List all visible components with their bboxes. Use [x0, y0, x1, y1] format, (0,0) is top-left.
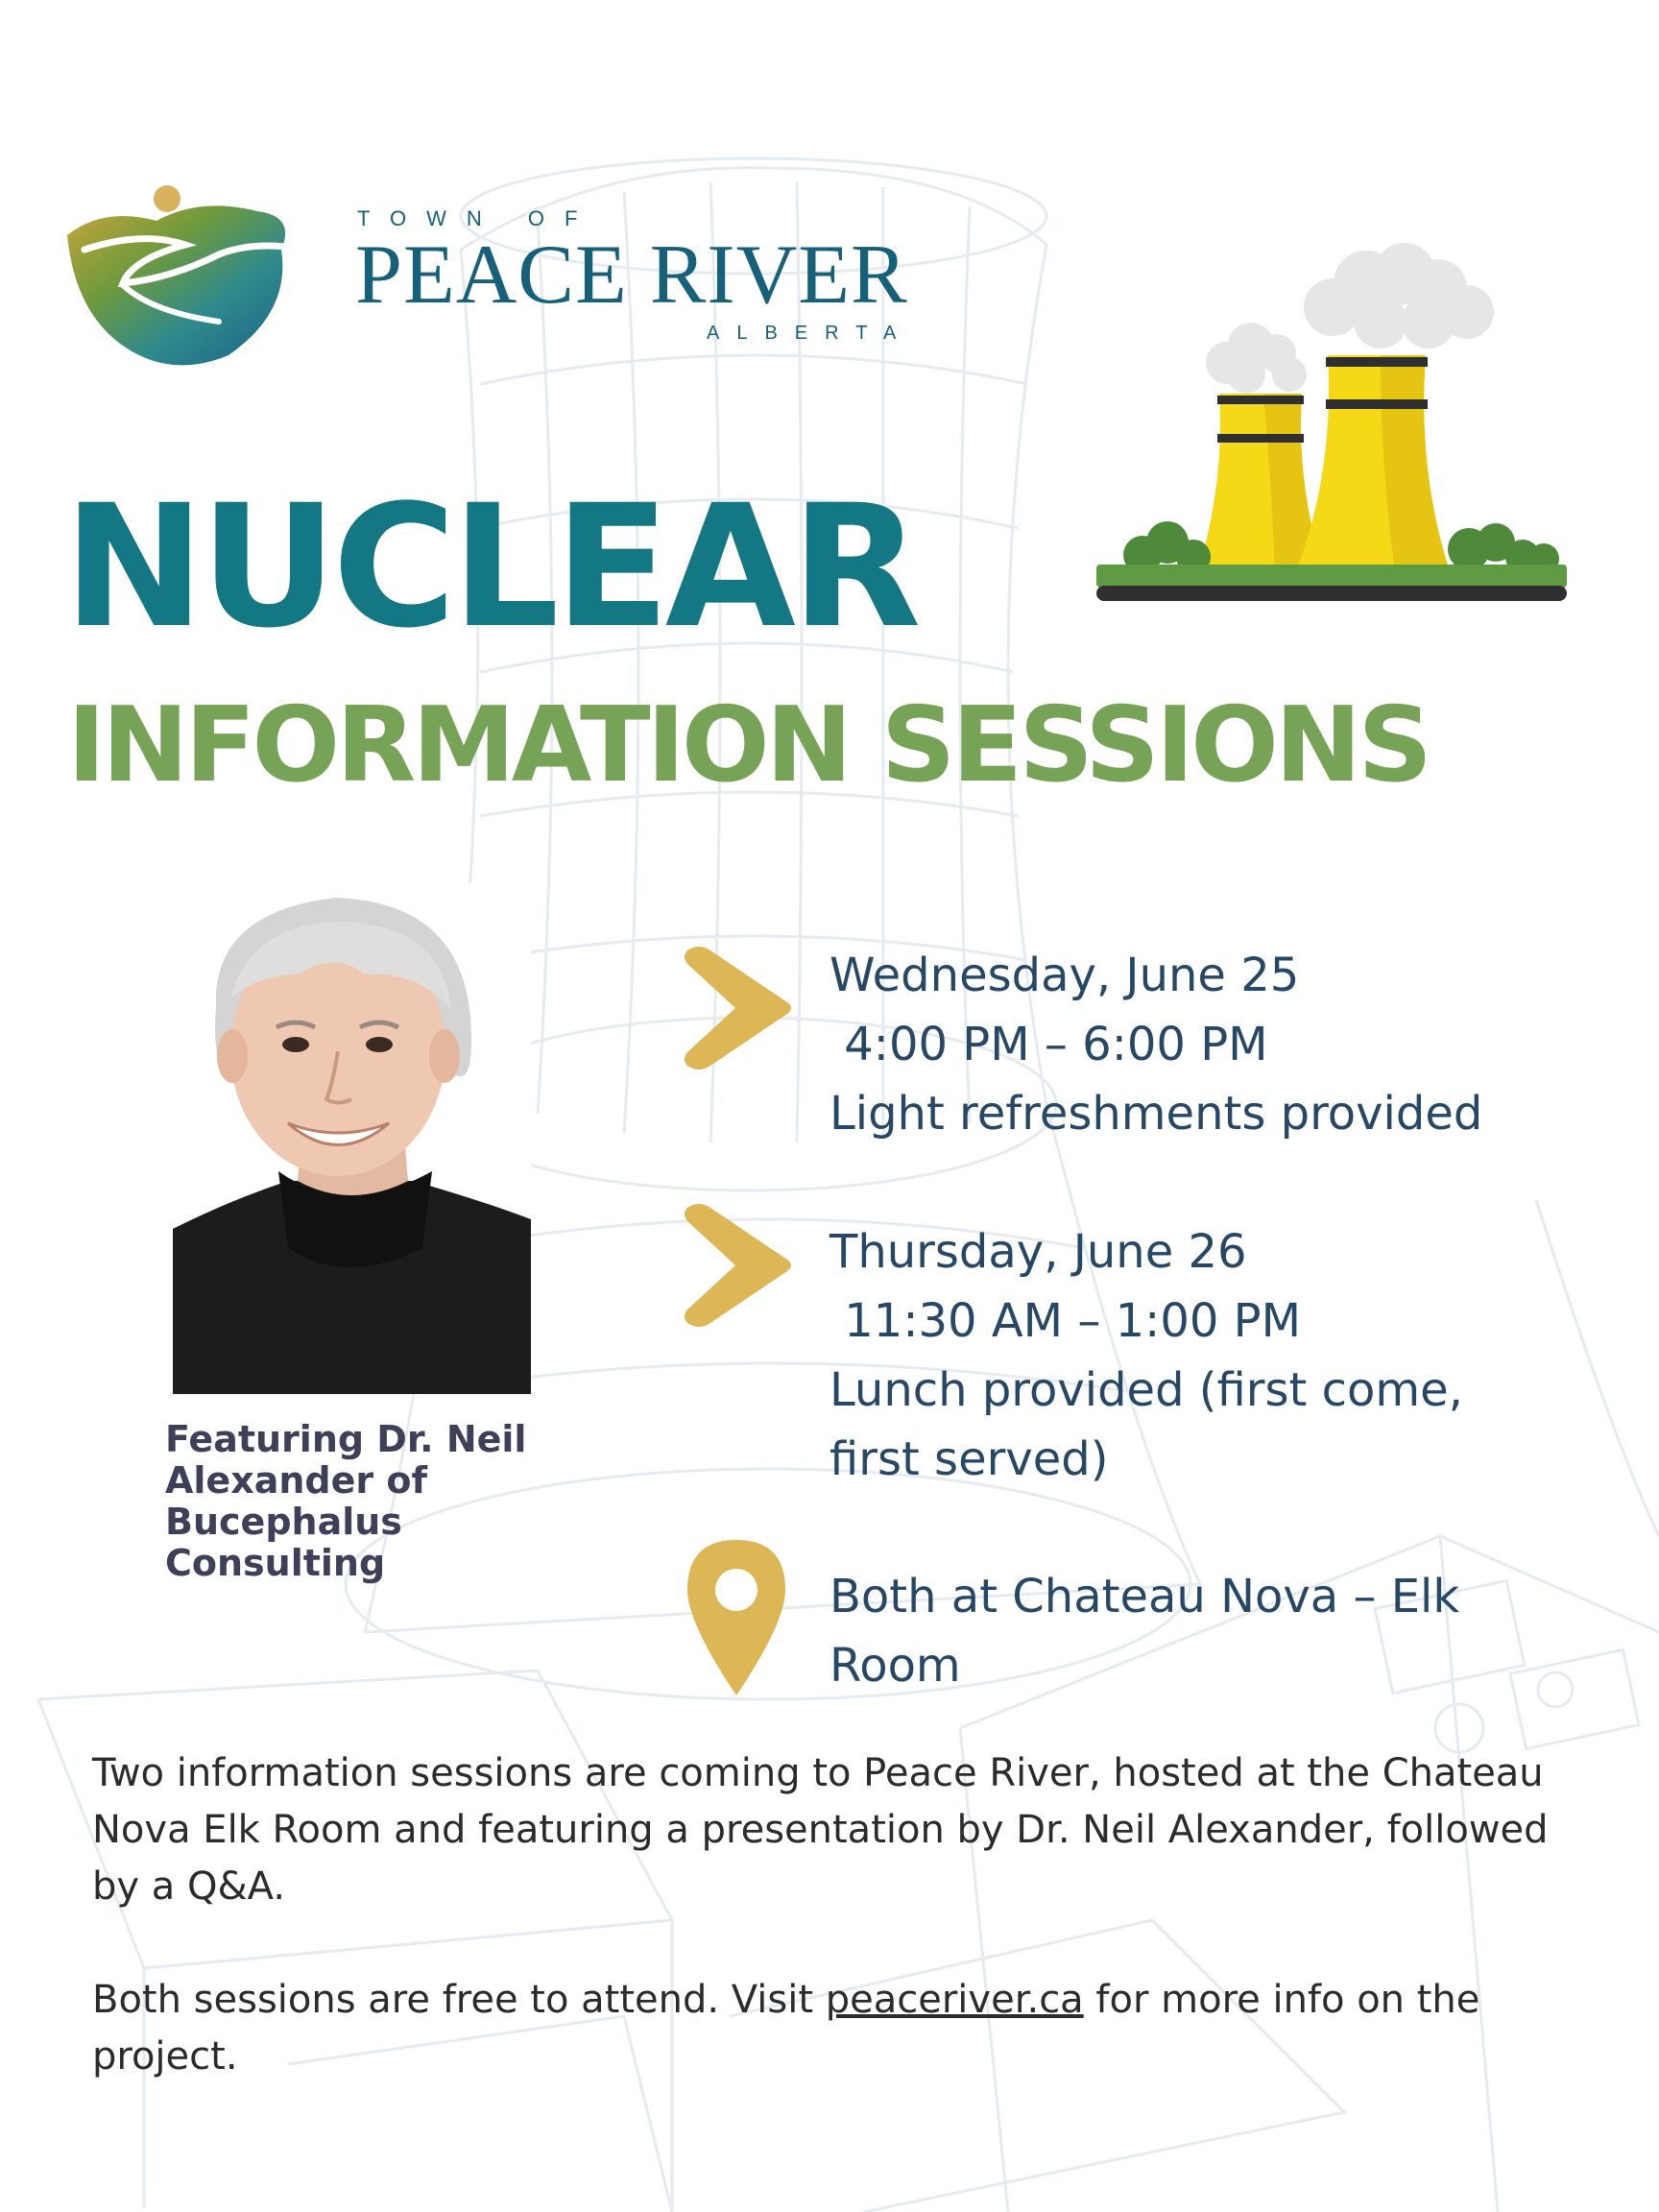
website-link[interactable]: peaceriver.ca [825, 1978, 1084, 2022]
event-description [92, 1745, 1590, 2085]
session-note: first served) [830, 1432, 1109, 1486]
session-time: 4:00 PM – 6:00 PM [830, 1018, 1268, 1071]
session-day: Wednesday, June 25 [830, 949, 1300, 1002]
session-time: 11:30 AM – 1:00 PM [830, 1294, 1302, 1348]
peace-river-logo-icon [65, 178, 317, 370]
description-text: for more info on the project. [92, 1978, 1480, 2079]
session-wednesday [830, 941, 1482, 1148]
nuclear-plant-icon [1093, 230, 1573, 614]
session-location [830, 1562, 1559, 1700]
description-paragraph: Two information sessions are coming to Peace River, hosted at the Chateau Nova Elk Room and featuring a presentation by Dr. Neil Alexander, followed by a Q&A. [92, 1751, 1549, 1909]
speaker-photo [173, 883, 531, 1394]
logo-town-of: TOWN OF [357, 206, 598, 230]
speaker-caption-line: Consulting [165, 1542, 386, 1584]
session-day: Thursday, June 26 [830, 1225, 1247, 1279]
session-thursday [830, 1217, 1463, 1494]
description-text: Both sessions are free to attend. Visit [92, 1978, 826, 2022]
map-pin-icon [684, 1536, 789, 1699]
page-title: NUCLEAR [63, 469, 917, 665]
speaker-caption-line: Alexander of [165, 1459, 427, 1502]
chevron-right-icon [680, 1200, 797, 1331]
location-line: Both at Chateau Nova – Elk [830, 1570, 1460, 1623]
speaker-caption-line: Featuring Dr. Neil [165, 1418, 527, 1460]
location-line: Room [830, 1639, 961, 1693]
page-subtitle: INFORMATION SESSIONS [67, 685, 1430, 805]
chevron-right-icon [680, 943, 797, 1073]
logo-province: ALBERTA [707, 323, 914, 344]
description-paragraph [92, 1972, 1590, 2085]
speaker-caption [165, 1419, 530, 1584]
speaker-caption-line: Bucephalus [165, 1501, 402, 1543]
session-note: Light refreshments provided [830, 1087, 1483, 1141]
session-note: Lunch provided (first come, [830, 1363, 1463, 1417]
logo-town-name: PEACE RIVER [355, 228, 908, 322]
